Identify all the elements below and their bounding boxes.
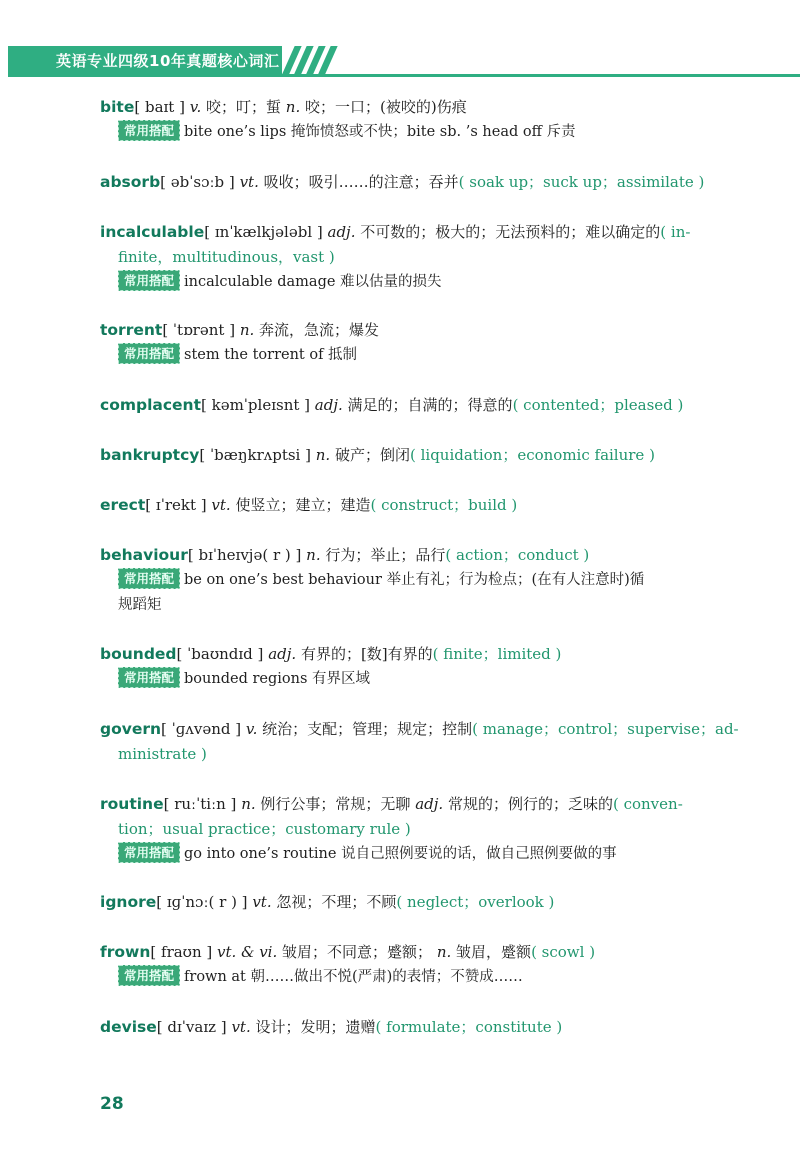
part-of-speech: vt. — [239, 173, 259, 191]
entry-torrent — [100, 318, 740, 368]
collocation-continued: 规蹈矩 — [118, 597, 162, 613]
collocation-tag: 常用搭配 — [118, 343, 180, 364]
synonyms: ( in- — [660, 223, 691, 241]
header-stripes-decoration — [282, 46, 342, 76]
collocation-text: stem the torrent of 抵制 — [184, 347, 358, 363]
part-of-speech: n. — [436, 943, 452, 961]
collocation-text: frown at 朝……做出不悦(严肃)的表情；不赞成…… — [184, 969, 523, 985]
header-rule — [8, 74, 800, 77]
part-of-speech: vt. & vi. — [217, 943, 278, 961]
synonyms: ( soak up；suck up；assimilate ) — [458, 173, 705, 191]
entry-erect — [100, 493, 740, 518]
entry-incalculable — [100, 220, 740, 295]
phonetic: [ ɪnˈkælkjələbl ] — [204, 223, 323, 241]
synonyms: ( liquidation；economic failure ) — [409, 446, 655, 464]
headword: bite — [100, 98, 135, 116]
definition: 忽视；不理；不顾 — [276, 893, 397, 911]
phonetic: [ ɪɡˈnɔː( r ) ] — [156, 893, 248, 911]
definition: 常规的；例行的；乏味的 — [447, 795, 613, 813]
part-of-speech: adj. — [327, 223, 356, 241]
running-header: 英语专业四级10年真题核心词汇 — [8, 46, 282, 76]
part-of-speech: adj. — [415, 795, 444, 813]
headword: ignore — [100, 893, 157, 911]
synonyms: ( formulate；constitute ) — [375, 1018, 563, 1036]
part-of-speech: n. — [315, 446, 331, 464]
headword: erect — [100, 496, 146, 514]
definition: 皱眉；不同意；蹙额； — [282, 943, 433, 961]
synonyms: ( scowl ) — [531, 943, 596, 961]
phonetic: [ fraʊn ] — [150, 943, 213, 961]
headword: frown — [100, 943, 151, 961]
headword: behaviour — [100, 546, 188, 564]
headword: routine — [100, 795, 164, 813]
synonyms: ( neglect；overlook ) — [396, 893, 555, 911]
definition: 设计；发明；遗赠 — [255, 1018, 376, 1036]
synonyms: ( conven- — [612, 795, 683, 813]
headword: bounded — [100, 645, 177, 663]
phonetic: [ ɪˈrekt ] — [145, 496, 207, 514]
part-of-speech: vt. — [231, 1018, 251, 1036]
synonyms: ( action；conduct ) — [445, 546, 590, 564]
entry-govern — [100, 717, 740, 767]
definition: 统治；支配；管理；规定；控制 — [262, 720, 473, 738]
part-of-speech: n. — [285, 98, 301, 116]
phonetic: [ baɪt ] — [134, 98, 185, 116]
phonetic: [ ˈɡʌvənd ] — [161, 720, 242, 738]
collocation-text: bounded regions 有界区域 — [184, 671, 371, 687]
definition: 破产；倒闭 — [334, 446, 410, 464]
collocation-tag: 常用搭配 — [118, 120, 180, 141]
collocation-tag: 常用搭配 — [118, 568, 180, 589]
definition: 咬；叮；蜇 — [206, 98, 282, 116]
definition: 吸收；吸引……的注意；吞并 — [263, 173, 459, 191]
collocation-tag: 常用搭配 — [118, 270, 180, 291]
definition: 例行公事；常规；无聊 — [260, 795, 411, 813]
entry-behaviour — [100, 543, 740, 618]
entry-ignore — [100, 890, 740, 915]
synonyms: ( contented；pleased ) — [512, 396, 684, 414]
phonetic: [ ˈtɒrənt ] — [162, 321, 236, 339]
page-number: 28 — [100, 1094, 124, 1114]
definition: 奔流，急流；爆发 — [259, 321, 380, 339]
synonyms: ( construct；build ) — [370, 496, 518, 514]
headword: devise — [100, 1018, 157, 1036]
headword: absorb — [100, 173, 161, 191]
part-of-speech: n. — [306, 546, 321, 564]
part-of-speech: n. — [241, 795, 256, 813]
definition: 使竖立；建立；建造 — [235, 496, 371, 514]
definition: 不可数的；极大的；无法预料的；难以确定的 — [360, 223, 661, 241]
headword: bankruptcy — [100, 446, 200, 464]
collocation-tag: 常用搭配 — [118, 667, 180, 688]
headword: complacent — [100, 396, 201, 414]
synonyms-continued: tion；usual practice；customary rule ) — [118, 820, 411, 838]
headword: torrent — [100, 321, 163, 339]
part-of-speech: adj. — [314, 396, 343, 414]
entry-bankruptcy — [100, 443, 740, 468]
entry-frown — [100, 940, 740, 990]
entry-routine — [100, 792, 740, 867]
definition: 咬；一口；(被咬的)伤痕 — [305, 98, 467, 116]
definition: 皱眉，蹙额 — [456, 943, 532, 961]
definition: 行为；举止；品行 — [325, 546, 446, 564]
collocation-text: incalculable damage 难以估量的损失 — [184, 274, 442, 290]
entry-bounded — [100, 642, 740, 692]
part-of-speech: vt. — [211, 496, 231, 514]
part-of-speech: adj. — [268, 645, 297, 663]
phonetic: [ əbˈsɔːb ] — [160, 173, 235, 191]
phonetic: [ ruːˈtiːn ] — [163, 795, 237, 813]
synonyms-continued: finite，multitudinous，vast ) — [118, 248, 335, 266]
definition: 有界的；[数]有界的 — [300, 645, 433, 663]
definition: 满足的；自满的；得意的 — [347, 396, 513, 414]
phonetic: [ dɪˈvaɪz ] — [156, 1018, 227, 1036]
phonetic: [ kəmˈpleɪsnt ] — [201, 396, 311, 414]
headword: govern — [100, 720, 162, 738]
entry-devise — [100, 1015, 740, 1040]
collocation-text: bite one’s lips 掩饰愤怒或不快；bite sb. ’s head off 斥责 — [184, 124, 576, 140]
synonyms-continued: ministrate ) — [118, 745, 207, 763]
entry-absorb — [100, 170, 740, 195]
phonetic: [ ˈbaʊndɪd ] — [176, 645, 264, 663]
entry-complacent — [100, 393, 740, 418]
collocation-text: go into one’s routine 说自己照例要说的话，做自己照例要做的事 — [184, 846, 617, 862]
collocation-tag: 常用搭配 — [118, 842, 180, 863]
collocation-text: be on one’s best behaviour 举止有礼；行为检点；(在有人注意时)循 — [184, 572, 645, 588]
synonyms: ( manage；control；supervise；ad- — [472, 720, 739, 738]
phonetic: [ ˈbæŋkrʌptsi ] — [199, 446, 311, 464]
headword: incalculable — [100, 223, 205, 241]
entry-bite — [100, 95, 740, 145]
part-of-speech: v. — [245, 720, 258, 738]
phonetic: [ bɪˈheɪvjə( r ) ] — [187, 546, 302, 564]
part-of-speech: n. — [239, 321, 255, 339]
part-of-speech: v. — [189, 98, 202, 116]
synonyms: ( finite；limited ) — [432, 645, 562, 663]
part-of-speech: vt. — [252, 893, 272, 911]
collocation-tag: 常用搭配 — [118, 965, 180, 986]
